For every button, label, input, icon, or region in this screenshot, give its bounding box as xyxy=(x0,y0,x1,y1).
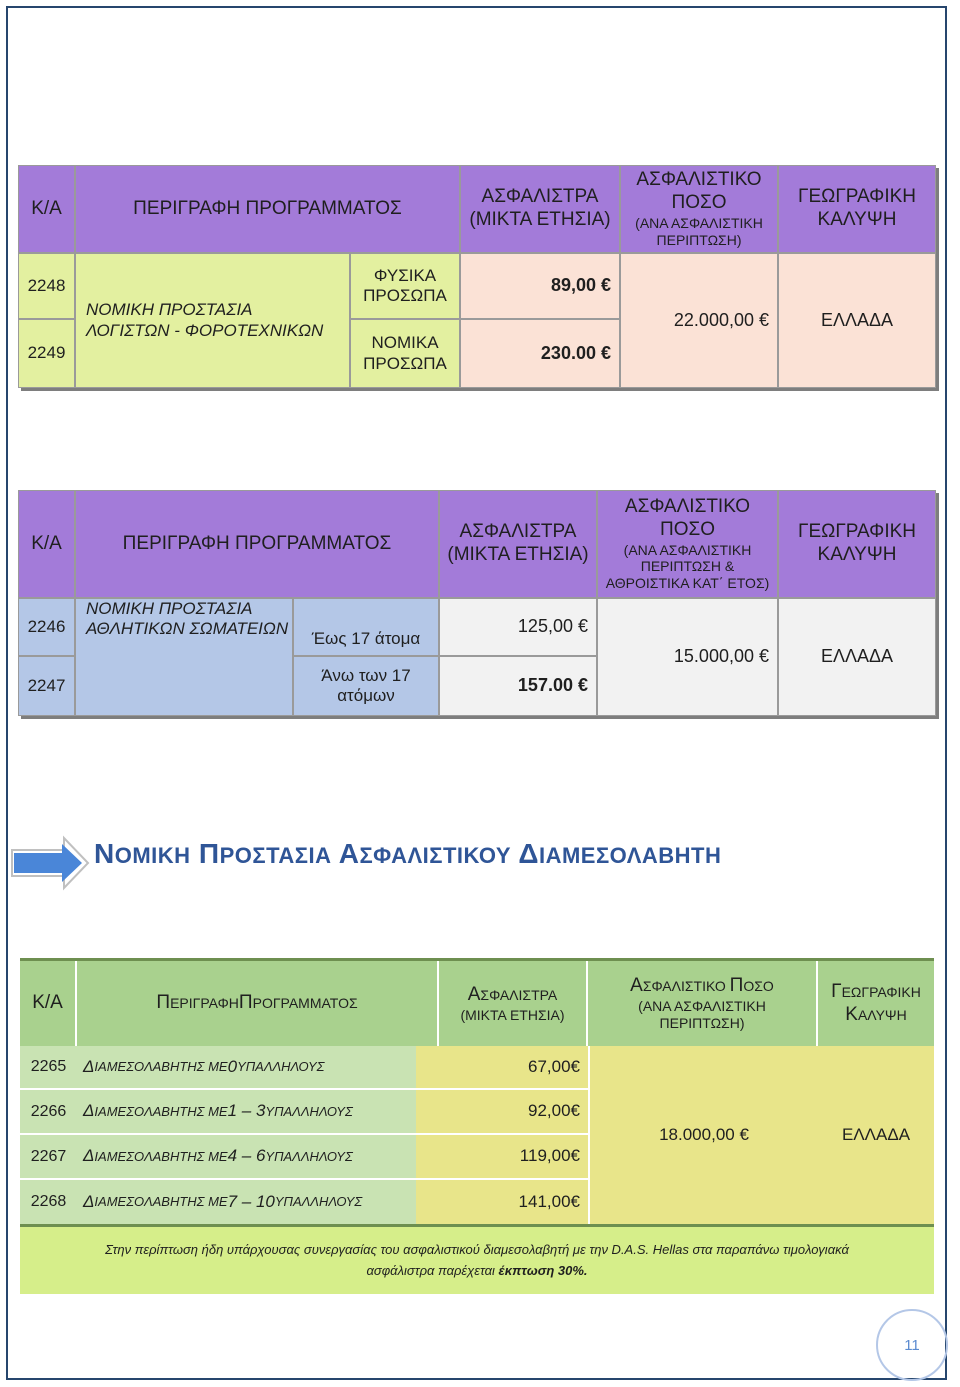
header-description: ΠΕΡΙΓΡΑΦΗ ΠΡΟΓΡΑΜΜΑΤΟΣ xyxy=(75,165,460,253)
row-premium: 67,00€ xyxy=(416,1046,588,1090)
section-title: ΝΟΜΙΚΗ ΠΡΟΣΤΑΣΙΑ ΑΣΦΑΛΙΣΤΙΚΟΥ ΔΙΑΜΕΣΟΛΑΒΗΤΗ xyxy=(94,838,722,869)
code-2248: 2248 xyxy=(18,253,75,319)
header-geographic-coverage: ΓΕΩΓΡΑΦΙΚΗ ΚΑΛΥΨΗ xyxy=(778,490,936,598)
header-description: ΠΕΡΙΓΡΑΦΗ ΠΡΟΓΡΑΜΜΑΤΟΣ xyxy=(75,490,439,598)
header-geographic-coverage: ΓΕΩΓΡΑΦΙΚΗ ΚΑΛΥΨΗ xyxy=(818,961,934,1046)
header-premium: ΑΣΦΑΛΙΣΤΡΑ (ΜΙΚΤΑ ΕΤΗΣΙΑ) xyxy=(439,490,597,598)
table-row xyxy=(20,1090,588,1135)
header-insured-amount: ΑΣΦΑΛΙΣΤΙΚΟ ΠΟΣΟ (ΑΝΑ ΑΣΦΑΛΙΣΤΙΚΗ ΠΕΡΙΠΤΩΣΗ) xyxy=(588,961,818,1046)
row-description: Δ ΙΑΜΕΣΟΛΑΒΗΤΗΣ ΜΕ 1 – 3 ΥΠΑΛΛΗΛΟΥΣ xyxy=(77,1090,416,1135)
insured-amount: 22.000,00 € xyxy=(620,253,778,388)
size-over-17: Άνω των 17 ατόμων xyxy=(293,656,439,716)
table-legal-accountants xyxy=(18,165,936,388)
header-premium: ΑΣΦΑΛΙΣΤΡΑ (ΜΙΚΤΑ ΕΤΗΣΙΑ) xyxy=(439,961,588,1046)
header-premium: ΑΣΦΑΛΙΣΤΡΑ (ΜΙΚΤΑ ΕΤΗΣΙΑ) xyxy=(460,165,620,253)
geographic-coverage: ΕΛΛΑΔΑ xyxy=(818,1046,934,1224)
code-2247: 2247 xyxy=(18,656,75,716)
discount-note: Στην περίπτωση ήδη υπάρχουσας συνεργασίας του ασφαλιστικού διαμεσολαβητή με την D.A.S. Hellas στα παραπάνω τιμολογιακά ασφάλιστρα παρέχεται έκπτωση 30%. xyxy=(20,1224,934,1294)
size-up-to-17: Έως 17 άτομα xyxy=(293,598,439,656)
arrow-right-icon xyxy=(10,834,90,892)
table-insurance-intermediary xyxy=(20,958,934,1294)
header-geographic-coverage: ΓΕΩΓΡΑΦΙΚΗ ΚΑΛΥΨΗ xyxy=(778,165,936,253)
row-description: Δ ΙΑΜΕΣΟΛΑΒΗΤΗΣ ΜΕ 4 – 6 ΥΠΑΛΛΗΛΟΥΣ xyxy=(77,1135,416,1180)
row-description: Δ ΙΑΜΕΣΟΛΑΒΗΤΗΣ ΜΕ 0 ΥΠΑΛΛΗΛΟΥΣ xyxy=(77,1046,416,1090)
table-sports-clubs xyxy=(18,490,936,716)
row-code: 2266 xyxy=(20,1090,77,1135)
table-row xyxy=(20,1046,588,1090)
row-premium: 119,00€ xyxy=(416,1135,588,1180)
header-ka: Κ/Α xyxy=(18,490,75,598)
type-legal-persons: ΝΟΜΙΚΑ ΠΡΟΣΩΠΑ xyxy=(350,319,460,388)
page-number: 11 xyxy=(876,1309,948,1381)
row-description: Δ ΙΑΜΕΣΟΛΑΒΗΤΗΣ ΜΕ 7 – 10 ΥΠΑΛΛΗΛΟΥΣ xyxy=(77,1180,416,1224)
row-code: 2267 xyxy=(20,1135,77,1180)
header-ka: Κ/Α xyxy=(20,961,77,1046)
header-description: Π ΕΡΙΓΡΑΦΗ Π ΡΟΓΡΑΜΜΑΤΟΣ xyxy=(77,961,439,1046)
table-row xyxy=(20,1180,588,1224)
program-description: ΝΟΜΙΚΗ ΠΡΟΣΤΑΣΙΑ ΛΟΓΙΣΤΩΝ - ΦΟΡΟΤΕΧΝΙΚΩΝ xyxy=(75,253,350,388)
code-2249: 2249 xyxy=(18,319,75,388)
code-2246: 2246 xyxy=(18,598,75,656)
premium-2248: 89,00 € xyxy=(460,253,620,319)
row-code: 2265 xyxy=(20,1046,77,1090)
header-insured-amount: ΑΣΦΑΛΙΣΤΙΚΟ ΠΟΣΟ (ΑΝΑ ΑΣΦΑΛΙΣΤΙΚΗ ΠΕΡΙΠΤΩΣΗ) xyxy=(620,165,778,253)
type-natural-persons: ΦΥΣΙΚΑ ΠΡΟΣΩΠΑ xyxy=(350,253,460,319)
header-insured-amount: ΑΣΦΑΛΙΣΤΙΚΟ ΠΟΣΟ (ΑΝΑ ΑΣΦΑΛΙΣΤΙΚΗ ΠΕΡΙΠΤΩΣΗ & ΑΘΡΟΙΣΤΙΚΑ ΚΑΤ΄ ΕΤΟΣ) xyxy=(597,490,778,598)
insured-amount: 18.000,00 € xyxy=(588,1046,818,1224)
geographic-coverage: ΕΛΛΑΔΑ xyxy=(778,253,936,388)
premium-2247: 157.00 € xyxy=(439,656,597,716)
geographic-coverage: ΕΛΛΑΔΑ xyxy=(778,598,936,716)
program-description: ΝΟΜΙΚΗ ΠΡΟΣΤΑΣΙΑ ΑΘΛΗΤΙΚΩΝ ΣΩΜΑΤΕΙΩΝ xyxy=(75,598,293,716)
header-ka: Κ/Α xyxy=(18,165,75,253)
row-premium: 92,00€ xyxy=(416,1090,588,1135)
row-code: 2268 xyxy=(20,1180,77,1224)
table-row xyxy=(20,1135,588,1180)
premium-2246: 125,00 € xyxy=(439,598,597,656)
premium-2249: 230.00 € xyxy=(460,319,620,388)
insured-amount: 15.000,00 € xyxy=(597,598,778,716)
row-premium: 141,00€ xyxy=(416,1180,588,1224)
